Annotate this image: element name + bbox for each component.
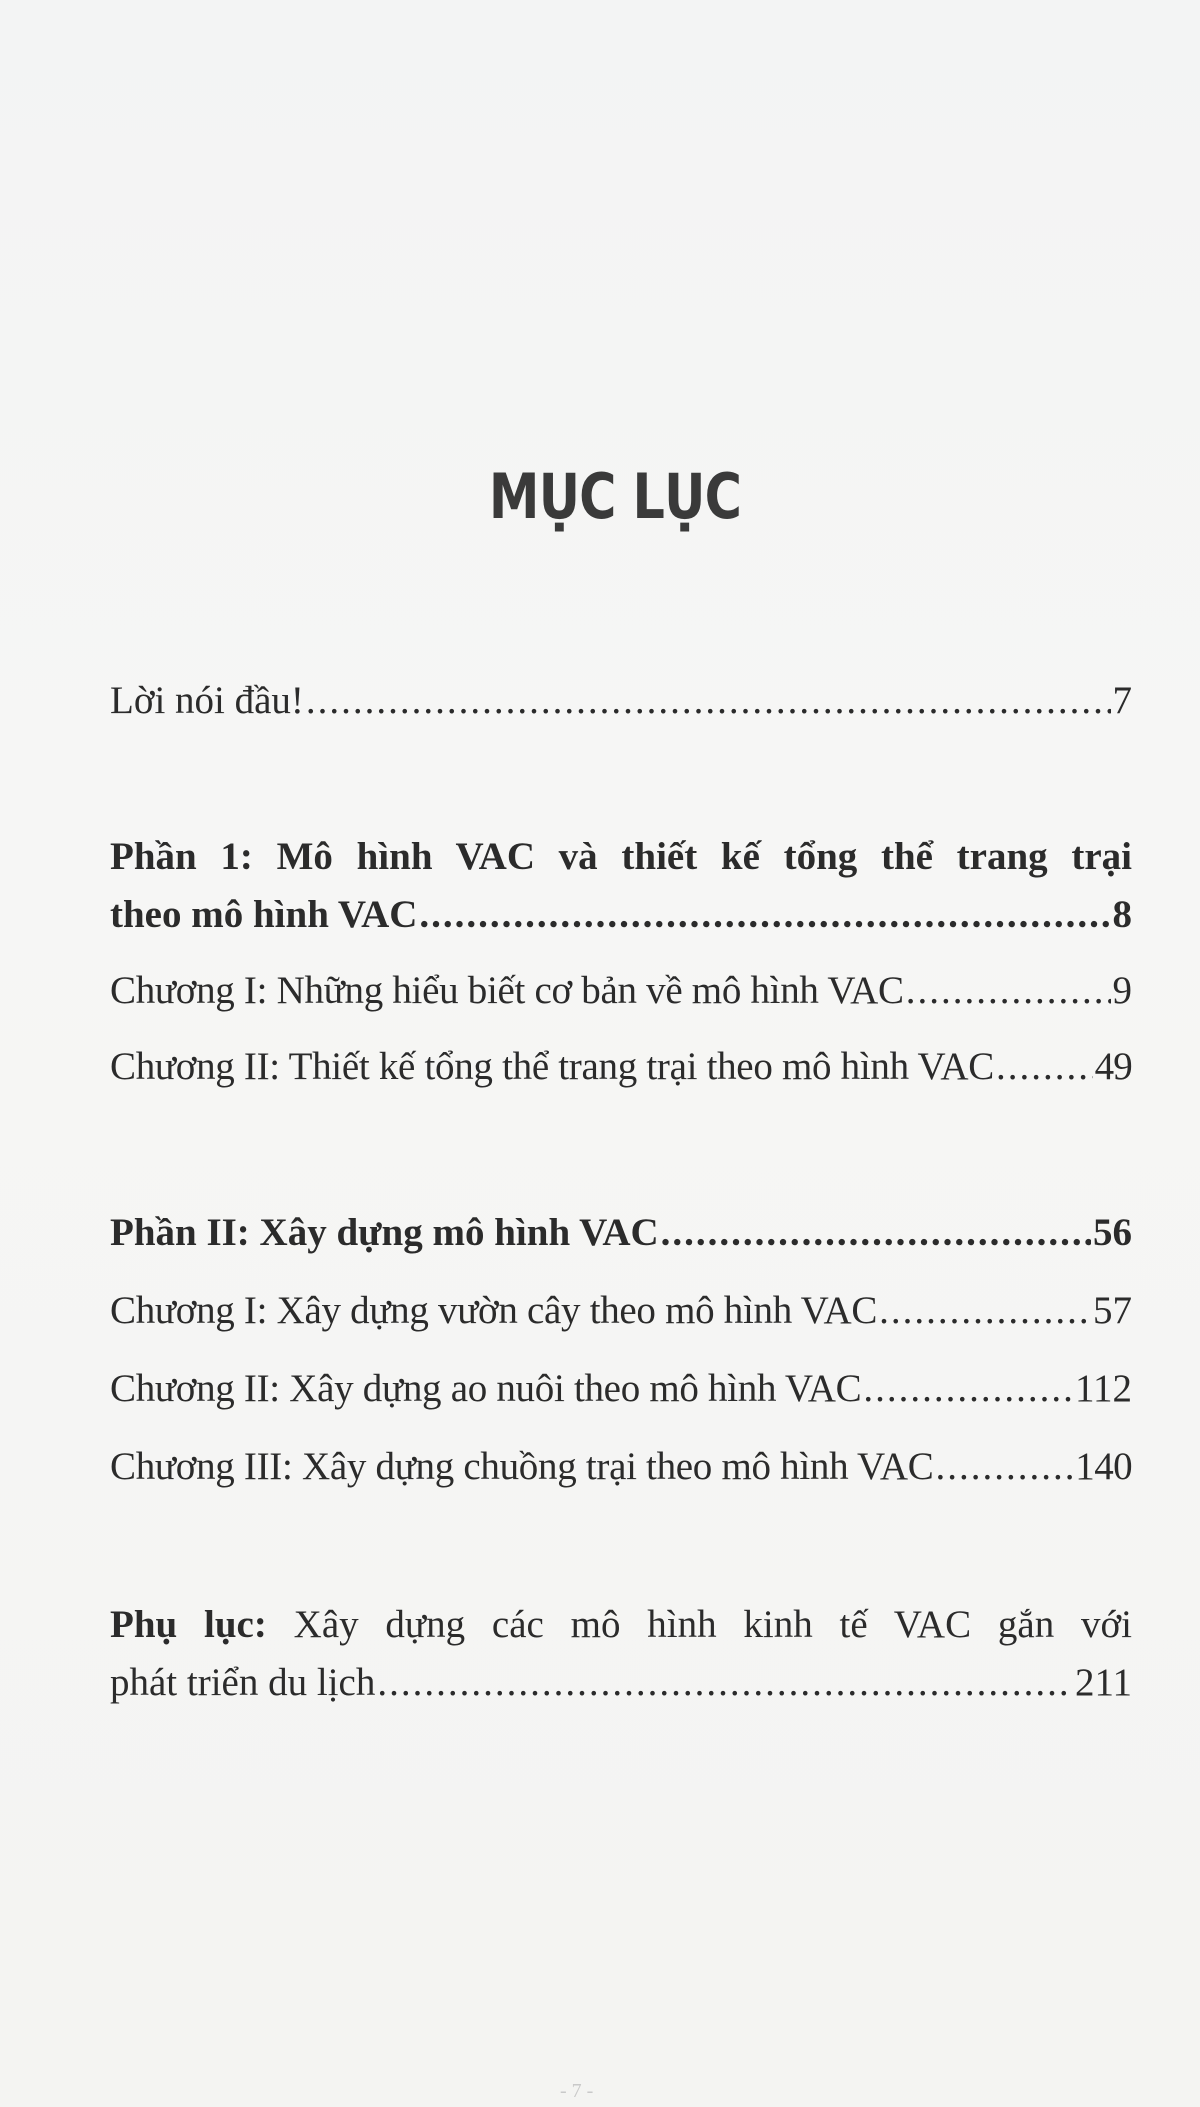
toc-entry-appendix [110,1596,1132,1712]
page-title: MỤC LỤC [488,460,742,533]
toc-label: Lời nói đầu! [110,679,304,722]
toc-row [110,1204,1132,1262]
toc-label: Chương II: Xây dựng ao nuôi theo mô hình VAC [110,1367,862,1410]
toc-chapter-row [110,1438,1132,1496]
dot-leader [863,1360,1073,1418]
toc-label: Xây dựng các mô hình kinh tế VAC gắn với [266,1603,1132,1646]
toc-page-number: 9 [1112,969,1132,1012]
toc-page-number: 112 [1074,1367,1132,1410]
dot-leader [996,1038,1093,1096]
dot-leader [306,672,1111,730]
toc-label: phát triển du lịch [110,1661,376,1704]
dot-leader [935,1438,1073,1496]
toc-row [110,1654,1132,1712]
toc-label: theo mô hình VAC [110,893,418,936]
dot-leader [419,886,1110,944]
toc-entry-part1 [110,828,1132,1096]
toc-chapter-row [110,962,1132,1020]
dot-leader [377,1654,1073,1712]
toc-appendix-line [110,1596,1132,1654]
toc-page-number: 57 [1093,1289,1132,1332]
toc-row [110,886,1132,944]
toc-label: Chương III: Xây dựng chuồng trại theo mô hình VAC [110,1445,934,1488]
toc-chapter-row [110,1038,1132,1096]
toc-label: Chương II: Thiết kế tổng thể trang trại theo mô hình VAC [110,1045,994,1088]
page-folio: - 7 - [560,2080,594,2102]
toc-page-number: 7 [1112,679,1132,722]
toc-chapter-row [110,1282,1132,1340]
toc-entry-preface [110,672,1132,730]
toc-entry-part2 [110,1204,1132,1496]
dot-leader [661,1204,1091,1262]
toc-page-number: 140 [1075,1445,1132,1488]
dot-leader [879,1282,1091,1340]
toc-chapter-row [110,1360,1132,1418]
toc-label: Phần 1: Mô hình VAC và thiết kế tổng thể trang trại [110,835,1132,878]
toc-page-number: 8 [1112,893,1132,936]
toc-page-number: 211 [1074,1661,1132,1704]
toc-label: Chương I: Xây dựng vườn cây theo mô hình VAC [110,1289,878,1332]
toc-label: Phần II: Xây dựng mô hình VAC [110,1211,659,1254]
dot-leader [906,962,1111,1020]
toc-page-number: 56 [1093,1211,1132,1254]
toc-row [110,672,1132,730]
toc-appendix-heading: Phụ lục: [110,1603,267,1646]
toc-page-number: 49 [1094,1045,1132,1088]
toc-label: Chương I: Những hiểu biết cơ bản về mô hình VAC [110,969,904,1012]
